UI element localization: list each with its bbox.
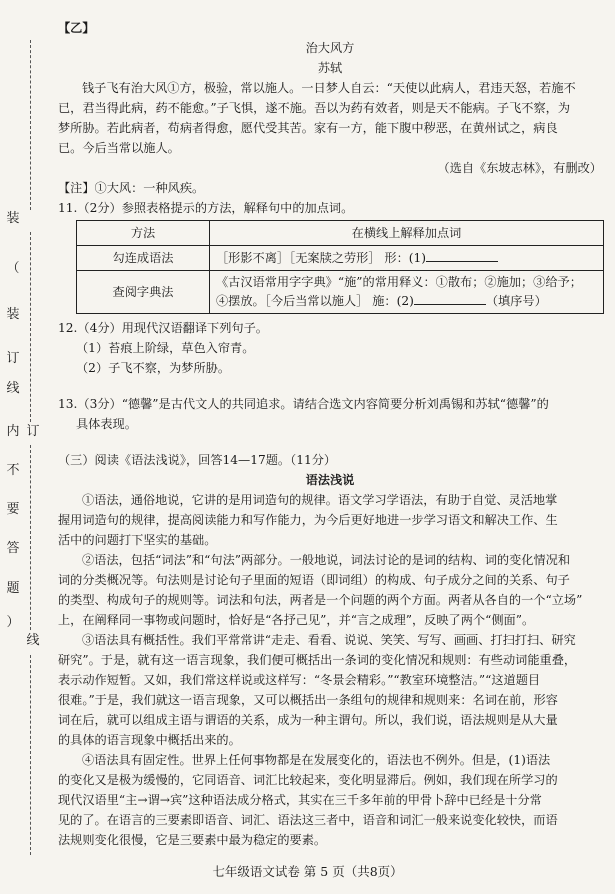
article-line: 法规则变化很慢，它是三要素中最为稳定的要素。 [58, 833, 327, 847]
article-line: ③语法具有概括性。我们平常常讲“走走、看看、说说、笑笑、写写、画画、打扫打扫、研究 [82, 633, 576, 647]
margin-char: 线 [26, 633, 40, 648]
article-line: 词的分类概况等。句法则是讨论句子里面的短语（即词组）的构成、句子成分之间的关系、句子 [58, 573, 570, 587]
answer-hint: （填序号） [485, 294, 547, 308]
binding-line [30, 655, 32, 855]
article-line: 研究”。于是，就有这一语言现象，我们便可概括出一条词的变化情况和规则：有些动词能重叠， [58, 653, 577, 667]
article-line: ④语法具有固定性。世界上任何事物都是在发展变化的，语法也不例外。但是，(1)语法 [82, 753, 551, 767]
answer-prompt: ④摆放。［今后当常以施人］ 施：(2) [216, 294, 414, 308]
question-13-stem: 具体表现。 [76, 417, 137, 431]
method-cell: 勾连成语法 [77, 246, 210, 271]
margin-char: （ [6, 261, 20, 276]
article-line: 的类型、构成句子的规则等。词法和句法，两者是一个问题的两个方面。两者从各自的一个“立场” [58, 593, 583, 607]
margin-char: 要 [6, 502, 20, 517]
table-row [77, 271, 604, 314]
article-line: 见的了。在语言的三要素即语音、词汇、语法这三者中，语音和词汇一般来说变化较快，而语 [58, 813, 558, 827]
article-line: 现代汉语里“主→谓→宾”这种语法成分格式，其实在三千多年前的甲骨卜辞中已经是十分常 [58, 793, 542, 807]
method-cell: 查阅字典法 [77, 271, 210, 314]
binding-margin [0, 0, 44, 894]
margin-char: 装 [6, 307, 20, 322]
article-line: 表示动作短暂。又如，我们常这样说或这样写：“冬景会精彩。”“教室环境整洁。”“这道题目 [58, 673, 541, 687]
table-header-cell: 在横线上解释加点词 [210, 221, 604, 246]
article-line: 很难。”于是，我们就这一语言现象，又可以概括出一条组句的规律和规则来：名词在前，形容 [58, 693, 558, 707]
passage-note: 【注】①大风：一种风疾。 [58, 181, 205, 195]
passage-line: 已，君当得此病，药不能愈。”子飞惧，遂不施。吾以为药有效者，则是天不能病。子飞不察，为 [58, 101, 571, 115]
margin-char: 线 [6, 381, 20, 396]
article-line: 的具体的语言现象中概括出来的。 [58, 733, 241, 747]
question-13-stem: 13.（3分）“德馨”是古代文人的共同追求。请结合选文内容简要分析刘禹锡和苏轼“德馨”的 [58, 397, 549, 411]
article-line: 词在后，就可以组成主语与谓语的关系，成为一种主谓句。所以，我们说，语法规则是从大量 [58, 713, 558, 727]
binding-line [30, 445, 32, 630]
table-header-row [77, 221, 604, 246]
margin-char: 答 [6, 541, 20, 556]
answer-cell [210, 246, 604, 271]
question-12-sentence: （1）苔痕上阶绿，草色入帘青。 [76, 341, 255, 355]
page-footer: 七年级语文试卷 第 5 页（共8页） [212, 864, 403, 879]
passage-line: 梦所胁。若此病者，苟病者得愈，愿代受其苦。家有一方，能下腹中秽恶，在黄州试之，病良 [58, 121, 558, 135]
question-11-stem: 11.（2分）参照表格提示的方法，解释句中的加点词。 [58, 201, 354, 215]
method-table [76, 220, 604, 314]
margin-char: 不 [6, 463, 20, 478]
passage-title: 治大风方 [305, 41, 355, 55]
article-title: 语法浅说 [305, 473, 355, 487]
margin-char: ） [6, 615, 20, 630]
passage-line: 已。今后当常以施人。 [58, 141, 180, 155]
margin-char: 题 [6, 581, 20, 596]
article-line: 活中的问题打下坚实的基础。 [58, 533, 217, 547]
section-heading: （三）阅读《语法浅说》，回答14—17题。（11分） [58, 453, 337, 467]
passage-author: 苏轼 [317, 61, 343, 75]
margin-char: 装 [6, 211, 20, 226]
answer-prompt: ［形影不离］［无案牍之劳形］ 形：(1) [216, 251, 427, 265]
binding-line [30, 40, 32, 210]
margin-char: 订 [26, 424, 40, 439]
passage-label: 【乙】 [58, 21, 95, 35]
passage-source: （选自《东坡志林》，有删改） [437, 161, 602, 175]
article-line: ①语法，通俗地说，它讲的是用词造句的规律。语文学习学语法，有助于自觉、灵活地掌 [82, 493, 558, 507]
table-header-cell: 方法 [77, 221, 210, 246]
margin-char: 订 [6, 351, 20, 366]
answer-cell [210, 271, 604, 314]
article-line: 上，在阐释同一事物或问题时，恰好是“各抒己见”，并“言之成理”，反映了两个“侧面”。 [58, 613, 535, 627]
article-line: ②语法，包括“词法”和“句法”两部分。一般地说，词法讨论的是词的结构、词的变化情况和 [82, 553, 571, 567]
answer-blank-1[interactable] [426, 249, 498, 262]
article-line: 握用词造句的规律，提高阅读能力和写作能力，为今后更好地进一步学习语文和解决工作、生 [58, 513, 558, 527]
question-12-sentence: （2）子飞不察，为梦所胁。 [76, 361, 231, 375]
page-content [58, 18, 602, 850]
question-12-stem: 12.（4分）用现代汉语翻译下列句子。 [58, 321, 268, 335]
answer-blank-2[interactable] [414, 292, 486, 305]
binding-line [30, 232, 32, 422]
margin-char: 内 [6, 424, 20, 439]
table-row [77, 246, 604, 271]
passage-line: 钱子飞有治大风①方，极验，常以施人。一日梦人自云：“天使以此病人，君违天怒，若施不 [82, 81, 576, 95]
article-line: 的变化又是极为缓慢的，它同语音、词汇比较起来，变化明显滞后。例如，我们现在所学习的 [58, 773, 558, 787]
definition-text: 《古汉语常用字字典》“施”的常用释义：①散布；②施加；③给予； [216, 275, 582, 289]
